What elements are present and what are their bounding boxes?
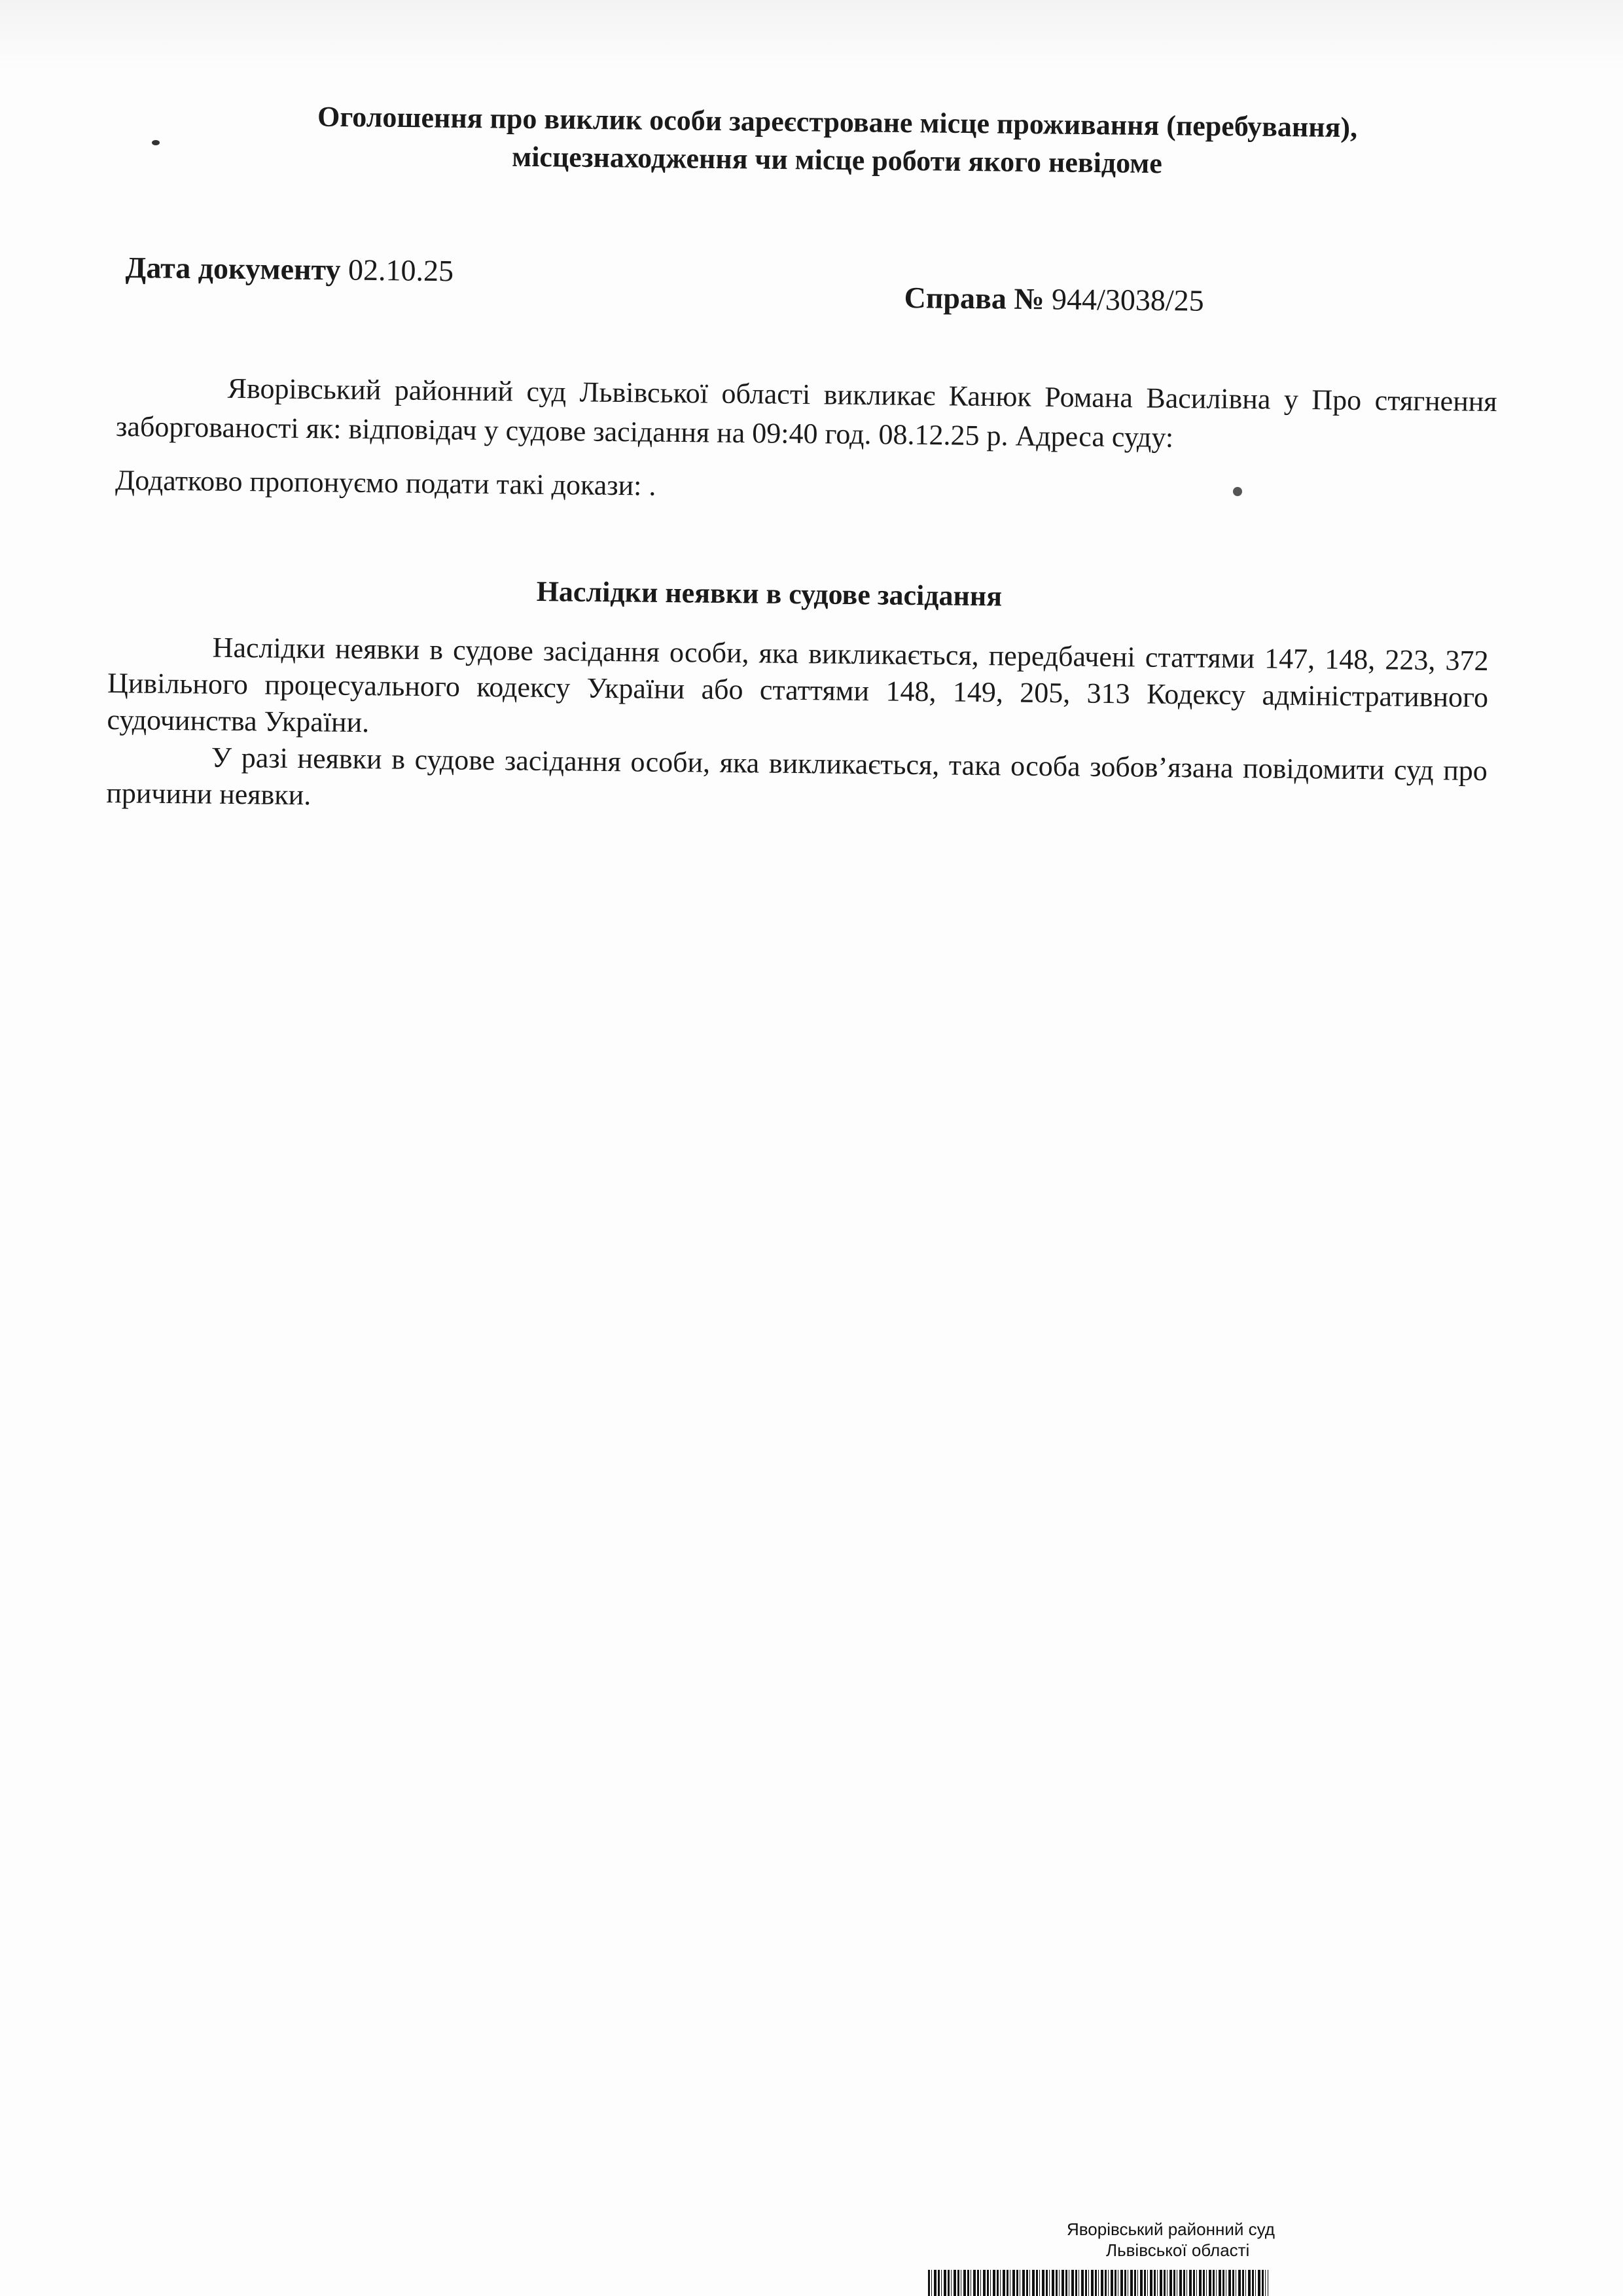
evidence-paragraph: Додатково пропонуємо подати такі докази: . bbox=[115, 463, 656, 502]
case-label: Справа № bbox=[904, 280, 1044, 316]
consequences-paragraph-2: У разі неявки в судове засідання особи, яка викликається, така особа зобов’язана повідомити суд про причини неявки. bbox=[106, 741, 1488, 812]
summons-body bbox=[115, 368, 1497, 514]
stamp-court-name: Яворівський районний суд bbox=[1067, 2219, 1275, 2239]
date-value: 02.10.25 bbox=[348, 253, 454, 288]
summons-paragraph: Яворівський районний суд Львівської області викликає Канюк Романа Василівна у Про стягнення заборгованості як: відповідач у судове засідання на 09:40 год. 08.12.25 р. Адреса суду: bbox=[115, 372, 1497, 454]
scan-speck bbox=[152, 140, 160, 145]
consequences-body bbox=[106, 628, 1489, 826]
consequences-paragraph-1: Наслідки неявки в судове засідання особи, яка викликається, передбачені статтями 147, 148, 223, 372 Цивільного процесуального кодексу України або статтями 148, 149, 205, 313 Кодексу адміністративного судочинства України. bbox=[107, 631, 1489, 739]
case-number bbox=[904, 280, 1204, 318]
case-value: 944/3038/25 bbox=[1051, 282, 1204, 317]
barcode bbox=[928, 2270, 1268, 2296]
document-date bbox=[125, 250, 454, 288]
title-line-2: місцезнаходження чи місце роботи якого невідоме bbox=[512, 140, 1163, 180]
scan-shadow bbox=[0, 0, 1623, 72]
announcement-title bbox=[215, 97, 1459, 186]
consequences-heading: Наслідки неявки в судове засідання bbox=[536, 575, 1003, 613]
title-line-1: Оголошення про виклик особи зареєстроване місце проживання (перебування), bbox=[317, 100, 1358, 144]
court-stamp bbox=[929, 2219, 1427, 2261]
stamp-region: Львівської області bbox=[1106, 2240, 1250, 2260]
date-label: Дата документу bbox=[125, 250, 341, 287]
